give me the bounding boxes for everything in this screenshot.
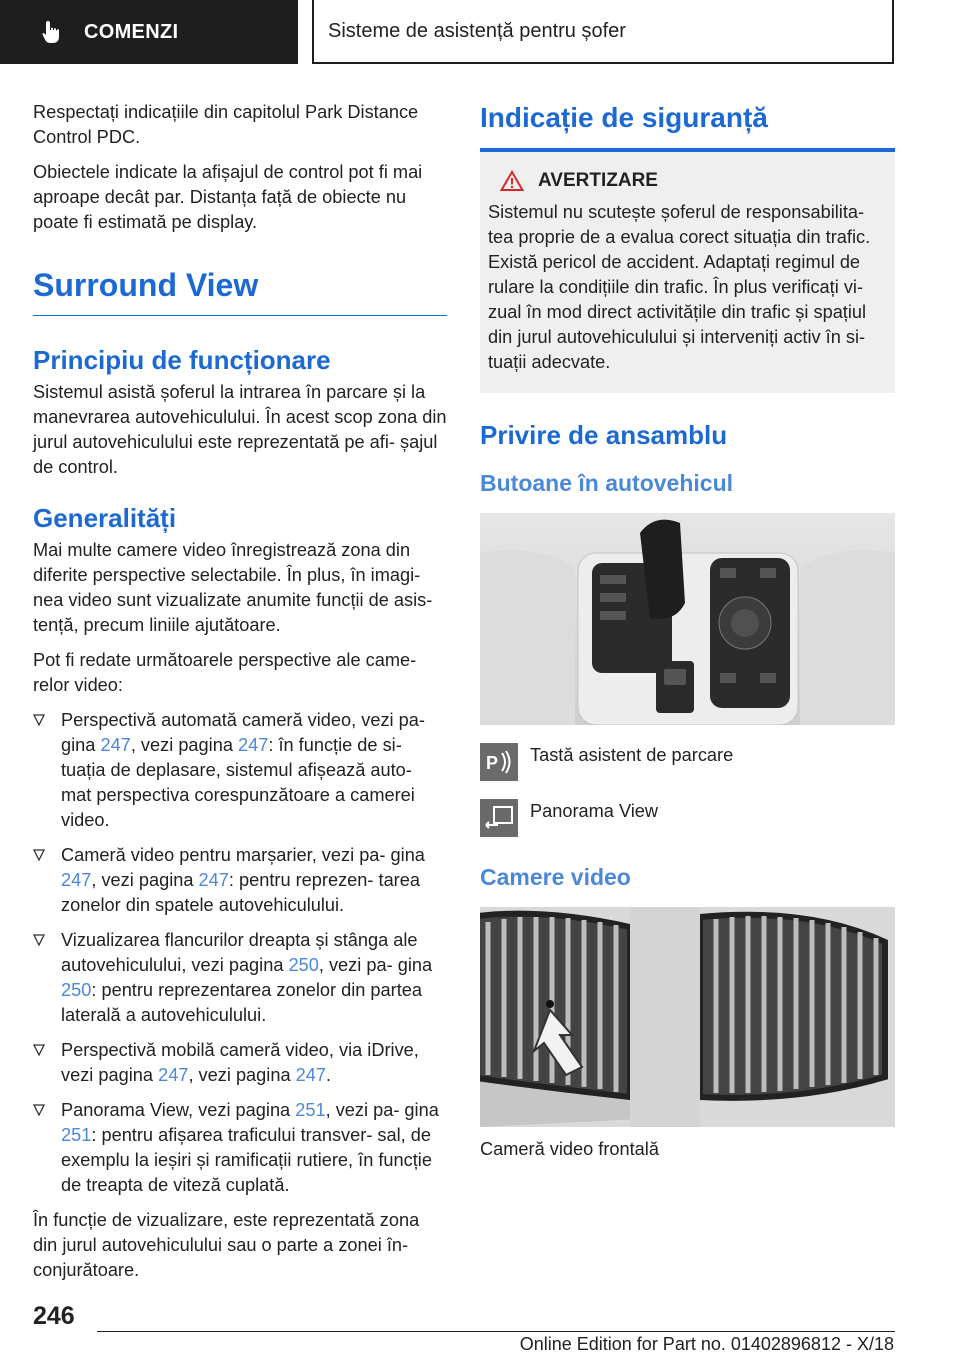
list-item — [33, 928, 447, 1028]
overview-heading: Privire de ansamblu — [480, 420, 728, 450]
item-text: : pentru afișarea traficului transver- sal, de exemplu la ieșiri și ramificații rutiere, în funcție de treapta de viteză cuplată. — [61, 1125, 432, 1195]
page-link[interactable]: 250 — [61, 980, 92, 1000]
section-tab[interactable] — [0, 0, 298, 64]
buttons-heading: Butoane în autovehicul — [480, 470, 734, 496]
edition-info: Online Edition for Part no. 01402896812 - X/18 — [519, 1334, 894, 1354]
item-text: , vezi pagina — [130, 735, 238, 755]
general-paragraph-1: Mai multe camere video înregistrează zona din diferite perspective selectabile. În plus, în imagi- nea video sunt vizualizate anumite funcții de asis- tență, precum liniile ajutătoare. — [33, 540, 433, 635]
item-text: Perspectivă automată cameră video, vezi pa- gina — [61, 710, 425, 755]
chapter-title — [312, 0, 894, 64]
principle-text: Sistemul asistă șoferul la intrarea în parcare și la manevrarea autovehiculului. În acest scop zona din jurul autovehiculului este reprezentată pe afi- șajul de control. — [33, 382, 447, 477]
safety-heading: Indicație de siguranță — [480, 102, 768, 133]
parking-assistant-icon[interactable] — [480, 743, 518, 781]
warning-triangle-icon — [500, 170, 524, 192]
panorama-view-row — [480, 799, 895, 837]
bullet-triangle-icon — [33, 849, 45, 861]
bullet-triangle-icon — [33, 1104, 45, 1116]
list-item — [33, 708, 447, 833]
bullet-triangle-icon — [33, 934, 45, 946]
hand-pointer-icon — [38, 18, 66, 46]
item-text: Vizualizarea flancurilor dreapta și stânga ale autovehiculului, vezi pagina — [61, 930, 418, 975]
list-item — [33, 1098, 447, 1198]
section-label: COMENZI — [84, 20, 179, 43]
item-text: , vezi pa- gina — [325, 1100, 439, 1120]
warning-title — [500, 170, 887, 192]
general-heading: Generalități — [33, 503, 177, 533]
item-text: . — [325, 1065, 332, 1085]
section-title: Surround View — [33, 267, 259, 303]
page-link[interactable]: 250 — [288, 955, 319, 975]
item-text: , vezi pa- gina — [318, 955, 433, 975]
list-item — [33, 1038, 447, 1088]
list-item — [33, 843, 447, 918]
parking-assistant-label: Tastă asistent de parcare — [530, 745, 734, 765]
page-link[interactable]: 247 — [237, 735, 269, 755]
panorama-view-icon[interactable] — [480, 799, 518, 837]
intro-paragraph-1: Respectați indicațiile din capitolul Park Distance Control PDC. — [33, 102, 419, 147]
right-column — [480, 100, 895, 1172]
principle-heading: Principiu de funcționare — [33, 345, 331, 375]
page-link[interactable]: 247 — [295, 1065, 326, 1085]
item-text: Panorama View, vezi pagina — [61, 1100, 296, 1120]
front-camera-photo — [480, 907, 895, 1127]
page-link[interactable]: 247 — [198, 870, 229, 890]
warning-label: AVERTIZARE — [538, 170, 658, 191]
page-link[interactable]: 247 — [158, 1065, 189, 1085]
item-text: Perspectivă mobilă cameră video, via iDrive, vezi pagina — [61, 1040, 419, 1085]
page-link[interactable]: 247 — [100, 735, 131, 755]
item-text: : pentru reprezentarea zonelor din partea laterală a autovehiculului. — [61, 980, 422, 1025]
perspectives-list — [33, 708, 447, 1198]
item-text: : pentru reprezen- tarea zonelor din spatele autovehiculului. — [61, 870, 420, 915]
bullet-triangle-icon — [33, 1044, 45, 1056]
front-camera-caption: Cameră video frontală — [480, 1139, 659, 1159]
general-paragraph-2: Pot fi redate următoarele perspective ale came- relor video: — [33, 650, 417, 695]
page-link[interactable]: 251 — [61, 1125, 92, 1145]
footer-rule — [97, 1331, 895, 1332]
parking-assistant-row — [480, 743, 895, 781]
center-console-photo — [480, 513, 895, 725]
left-column — [33, 100, 447, 1293]
chapter-title-text: Sisteme de asistență pentru șofer — [328, 19, 626, 42]
page-link[interactable]: 251 — [295, 1100, 326, 1120]
closing-paragraph: În funcție de vizualizare, este reprezentată zona din jurul autovehiculului sau o parte a zonei în- conjurătoare. — [33, 1210, 420, 1280]
warning-text: Sistemul nu scutește șoferul de responsabilita- tea proprie de a evalua corect situația din trafic. Există pericol de accident. Adaptați regimul de rulare la condițiile din trafic. În plus verificați vi- zual în mod direct activitățile din trafic și spațiul din jurul autovehiculului și interveniți activ în si- tuații adecvate. — [488, 202, 871, 372]
title-rule — [33, 315, 447, 316]
page-number: 246 — [33, 1302, 75, 1330]
item-text: Cameră video pentru marșarier, vezi pa- gina — [61, 845, 425, 865]
item-text: , vezi pagina — [188, 1065, 296, 1085]
svg-text:P: P — [486, 753, 499, 773]
page-link[interactable]: 247 — [61, 870, 92, 890]
warning-box — [480, 152, 895, 393]
item-text: , vezi pagina — [91, 870, 199, 890]
cameras-heading: Camere video — [480, 864, 631, 890]
panorama-view-label: Panorama View — [530, 801, 659, 821]
intro-paragraph-2: Obiectele indicate la afișajul de control pot fi mai aproape decât par. Distanța față de obiecte nu poate fi estimată pe display. — [33, 162, 423, 232]
bullet-triangle-icon — [33, 714, 45, 726]
item-text: : în funcție de si- tuația de deplasare, sistemul afișează auto- mat perspectiva corespunzătoare a camerei video. — [61, 735, 415, 830]
